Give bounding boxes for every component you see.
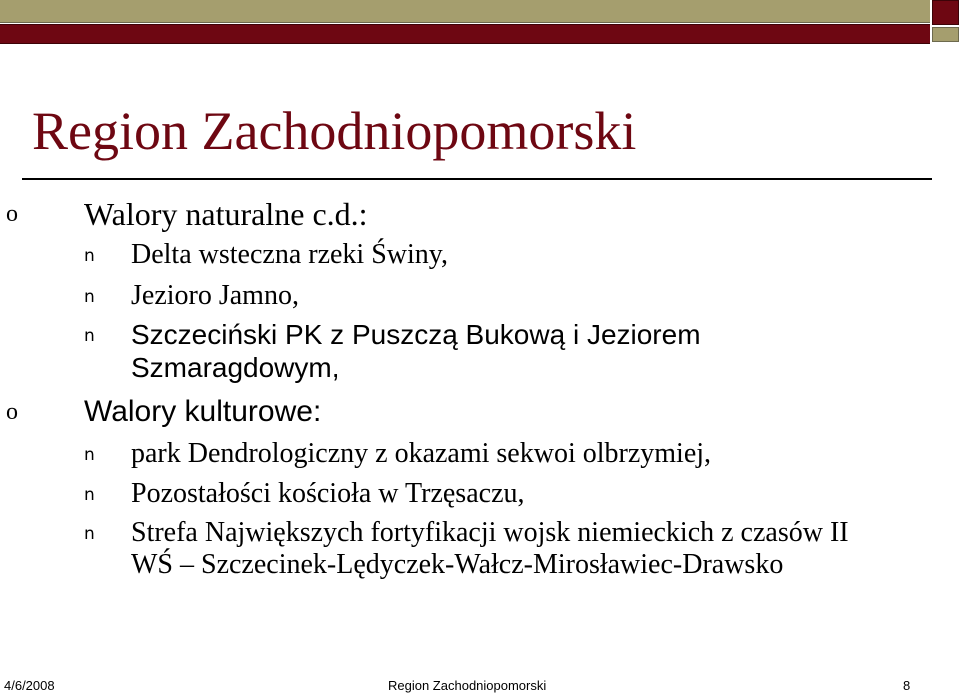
slide-title: Region Zachodniopomorski <box>32 101 637 161</box>
sub-bullet <box>84 438 712 470</box>
bullet-marker-level1: o <box>6 399 18 425</box>
sub-bullet-text: park Dendrologiczny z okazami sekwoi olbrzymiej, <box>131 438 712 469</box>
bullet-walory-naturalne <box>6 195 368 233</box>
sub-bullet <box>84 478 525 510</box>
bullet-walory-kulturowe <box>6 393 322 431</box>
sub-bullet <box>84 239 448 271</box>
bullet-marker-level2: n <box>84 524 95 544</box>
bullet-marker-level2: n <box>84 246 95 266</box>
corner-square-olive <box>932 27 959 42</box>
sub-bullet <box>84 280 299 312</box>
sub-bullet-text: Strefa Największych fortyfikacji wojsk niemieckich z czasów II WŚ – Szczecinek-Lędyczek-Wałcz-Mirosławiec-Drawsko <box>131 517 849 580</box>
sub-bullet-text: Pozostałości kościoła w Trzęsaczu, <box>131 478 525 509</box>
bullet-text: Walory kulturowe: <box>84 395 322 428</box>
footer-title: Region Zachodniopomorski <box>388 678 547 693</box>
bullet-marker-level2: n <box>84 287 95 307</box>
footer-date: 4/6/2008 <box>4 678 55 693</box>
bullet-text: Walory naturalne c.d.: <box>84 196 368 232</box>
bullet-marker-level2: n <box>84 485 95 505</box>
bullet-marker-level1: o <box>6 201 18 227</box>
title-divider <box>22 178 932 180</box>
corner-square-red <box>932 0 959 25</box>
header-bar-red <box>0 24 930 44</box>
sub-bullet <box>84 517 871 581</box>
bullet-marker-level2: n <box>84 445 95 465</box>
footer-page-number: 8 <box>903 678 911 693</box>
sub-bullet <box>84 319 771 385</box>
header-bar-olive <box>0 0 930 23</box>
sub-bullet-text: Jezioro Jamno, <box>131 280 299 311</box>
bullet-marker-level2: n <box>84 326 95 346</box>
sub-bullet-text: Delta wsteczna rzeki Świny, <box>131 239 448 270</box>
sub-bullet-text: Szczeciński PK z Puszczą Bukową i Jeziorem Szmaragdowym, <box>131 319 701 383</box>
